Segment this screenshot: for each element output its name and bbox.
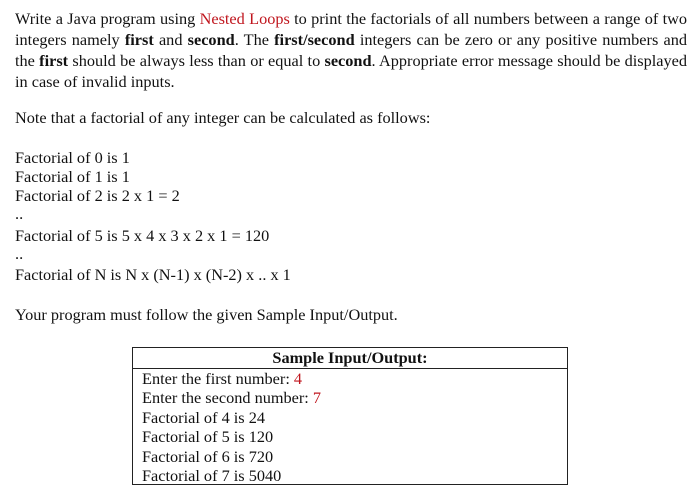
second-keyword-2: second <box>324 51 372 70</box>
intro-text-2: to print the factorials of all numbers between a range of two integers namely <box>15 9 688 49</box>
second-keyword: second <box>187 30 235 49</box>
sample-io-box <box>132 347 568 485</box>
input-second-value: 7 <box>312 388 322 408</box>
sample-prompt-first <box>133 369 567 388</box>
sample-output-1: Factorial of 4 is 24 <box>142 407 265 427</box>
intro-text-4: . The <box>234 30 275 49</box>
factorial-line-5: Factorial of 5 is 5 x 4 x 3 x 2 x 1 = 120 <box>15 226 270 245</box>
first-keyword-2: first <box>39 51 69 70</box>
sample-output-3: Factorial of 6 is 720 <box>142 446 274 466</box>
first-second-keyword: first/second <box>274 30 355 49</box>
input-first-value: 4 <box>293 369 303 388</box>
factorial-line-n: Factorial of N is N x (N-1) x (N-2) x .. x 1 <box>15 265 291 284</box>
sample-output-4: Factorial of 7 is 5040 <box>142 465 282 485</box>
factorial-line-1: Factorial of 1 is 1 <box>15 167 130 186</box>
first-keyword: first <box>124 30 154 49</box>
ellipsis-1: .. <box>15 204 24 223</box>
nested-loops-highlight: Nested Loops <box>199 9 290 28</box>
factorial-line-0: Factorial of 0 is 1 <box>15 148 130 167</box>
prompt-first-label: Enter the first number: <box>142 369 294 388</box>
factorial-line-2: Factorial of 2 is 2 x 1 = 2 <box>15 186 180 205</box>
intro-text-1: Write a Java program using <box>15 9 200 28</box>
intro-text-5: integers can be zero or any positive numbers and the <box>15 30 687 70</box>
intro-text-3: and <box>153 30 188 49</box>
prompt-second-label: Enter the second number: <box>142 388 313 408</box>
sample-output-2: Factorial of 5 is 120 <box>142 427 274 447</box>
ellipsis-2: .. <box>15 244 24 263</box>
intro-text-6: should be always less than or equal to <box>68 51 325 70</box>
sample-io-title: Sample Input/Output: <box>133 348 567 369</box>
intro-text-7: . Appropriate error message should be displayed in case of invalid inputs. <box>15 51 687 91</box>
intro-paragraph <box>15 8 687 92</box>
note-line: Note that a factorial of any integer can be calculated as follows: <box>15 108 431 127</box>
instruction-line: Your program must follow the given Sample Input/Output. <box>15 305 398 324</box>
sample-prompt-second <box>133 388 567 407</box>
